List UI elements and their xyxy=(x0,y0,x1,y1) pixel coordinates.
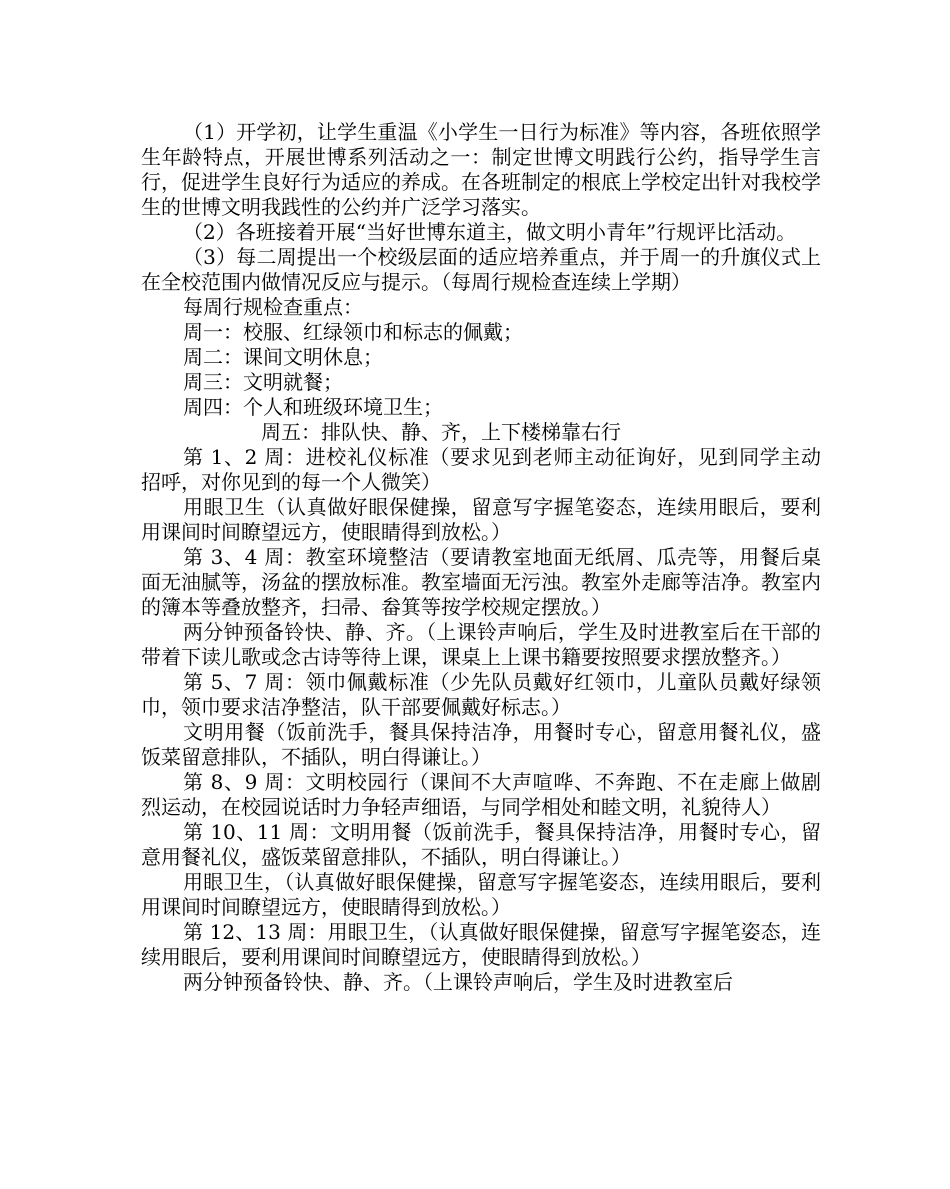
week-3-4-item: 第 3、4 周：教室环境整洁（要请教室地面无纸屑、瓜壳等，用餐后桌面无油腻等，汤盆的摆放标准。教室墙面无污浊。教室外走廊等洁净。教室内的簿本等叠放整齐，扫帚、畚箕等按学校规定摆放。） xyxy=(141,545,821,619)
checklist-tuesday: 周二：课间文明休息； xyxy=(183,345,383,369)
week-10-11-item: 第 10、11 周：文明用餐（饭前洗手，餐具保持洁净，用餐时专心，留意用餐礼仪，盛饭菜留意排队，不插队，明白得谦让。） xyxy=(141,820,821,869)
eye-hygiene-item-2: 用眼卫生，（认真做好眼保健操，留意写字握笔姿态，连续用眼后，要利用课间时间瞭望远方，使眼睛得到放松。） xyxy=(141,870,821,919)
week-8-9-item: 第 8、9 周：文明校园行（课间不大声喧哗、不奔跑、不在走廊上做剧烈运动，在校园说话时力争轻声细语，与同学相处和睦文明，礼貌待人） xyxy=(141,770,821,819)
paragraph-1: （1）开学初，让学生重温《小学生一日行为标准》等内容，各班依照学生年龄特点，开展世博系列活动之一：制定世博文明践行公约，指导学生言行，促进学生良好行为适应的养成。在各班制定的根底上学校定出针对我校学生的世博文明我践性的公约并广泛学习落实。 xyxy=(141,120,821,219)
bell-item-2: 两分钟预备铃快、静、齐。（上课铃声响后，学生及时进教室后 xyxy=(183,970,733,994)
bell-item-1: 两分钟预备铃快、静、齐。（上课铃声响后，学生及时进教室后在干部的带着下读儿歌或念古诗等待上课，课桌上上课书籍要按照要求摆放整齐。） xyxy=(141,620,821,669)
checklist-wednesday: 周三：文明就餐； xyxy=(183,370,343,394)
document-body xyxy=(141,120,821,995)
week-1-2-item: 第 1、2 周：进校礼仪标准（要求见到老师主动征询好，见到同学主动招呼，对你见到的每一个人微笑） xyxy=(141,445,821,494)
paragraph-2: （2）各班接着开展“当好世博东道主，做文明小青年”行规评比活动。 xyxy=(183,220,797,244)
dining-item-1: 文明用餐（饭前洗手，餐具保持洁净，用餐时专心，留意用餐礼仪，盛饭菜留意排队，不插队，明白得谦让。） xyxy=(141,720,821,769)
checklist-heading: 每周行规检查重点： xyxy=(183,295,363,319)
eye-hygiene-item-1: 用眼卫生（认真做好眼保健操，留意写字握笔姿态，连续用眼后，要利用课间时间瞭望远方，使眼睛得到放松。） xyxy=(141,495,821,544)
checklist-friday: 周五：排队快、静、齐，上下楼梯靠右行 xyxy=(261,420,621,444)
checklist-thursday: 周四：个人和班级环境卫生； xyxy=(183,395,443,419)
week-5-7-item: 第 5、7 周：领巾佩戴标准（少先队员戴好红领巾，儿童队员戴好绿领巾，领巾要求洁净整洁，队干部要佩戴好标志。） xyxy=(141,670,821,719)
checklist-monday: 周一：校服、红绿领巾和标志的佩戴； xyxy=(183,320,523,344)
paragraph-3: （3）每二周提出一个校级层面的适应培养重点，并于周一的升旗仪式上在全校范围内做情况反应与提示。（每周行规检查连续上学期） xyxy=(141,245,821,294)
week-12-13-item: 第 12、13 周：用眼卫生，（认真做好眼保健操，留意写字握笔姿态，连续用眼后，要利用课间时间瞭望远方，使眼睛得到放松。） xyxy=(141,920,821,969)
